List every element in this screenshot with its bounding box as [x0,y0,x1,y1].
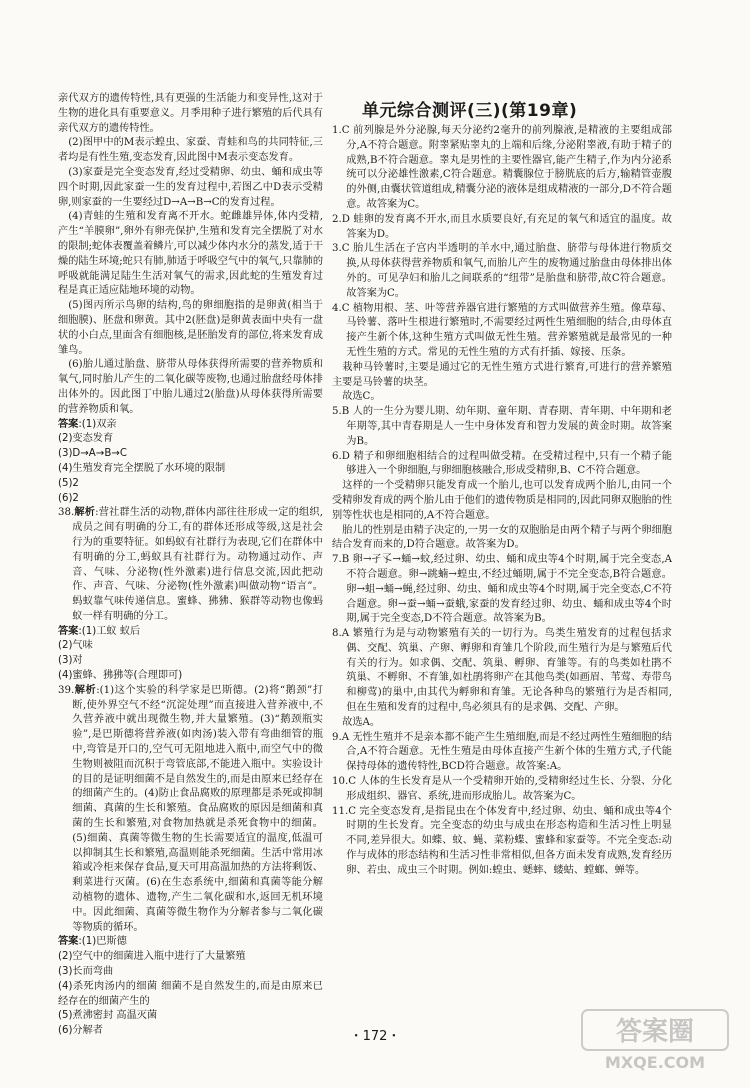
text-paragraph: 1.C 前列腺是外分泌腺,每天分泌约2毫升的前列腺液,是精液的主要组成部分,A不符合题意。附睾紧贴睾丸的上端和后缘,分泌附睾液,有助于精子的成熟,B不符合题意。睾丸是男性的主要性器官,能产生精子,作为内分泌系统可以分泌雄性激素,C符合题意。精囊腺位于膀胱底的后方,输精管壶腹的外侧,由囊状管道组成,精囊分泌的液体是组成精液的一部分,D不符合题意。故答案为C。 [332,125,672,210]
text-paragraph: 故选A。 [342,716,381,728]
section-title: 单元综合测评(三)(第19章) [362,101,578,121]
answer-line: (3)长而弯曲 [58,966,114,978]
text-paragraph: 10.C 人体的生长发育是从一个受精卵开始的,受精卵经过生长、分裂、分化形成组织、器官、系统,进而形成胎儿。故答案为C。 [332,776,672,802]
watermark-logo [580,1006,730,1074]
text-paragraph: (2)图甲中的M表示蝗虫、家蚕、青蛙和鸟的共同特征,三者均是有性生殖,变态发育,因此图中M表示变态发育。 [58,137,323,164]
text-paragraph: 8.A 繁殖行为是与动物繁殖有关的一切行为。鸟类生殖发育的过程包括求偶、交配、筑巢、产卵、孵卵和育雏几个阶段,而生殖行为是与繁殖后代有关的行为。如求偶、交配、筑巢、孵卵、育雏等。有的鸟类如杜鹃不筑巢、不孵卵、不育雏,如杜鹃将卵产在其他鸟类(如画眉、苇莺、寿带鸟和柳莺)的巢中,由其代为孵卵和育雏。无论各种鸟的繁殖行为是否相同,但在生殖和发育的过程中,鸟必须具有的是求偶、交配、产卵。 [332,628,672,714]
text-paragraph: 2.D 蛙卵的发育离不开水,而且水质要良好,有充足的氧气和适宜的温度。故答案为D。 [332,213,672,240]
answer-line: (6)分解者 [58,1025,103,1037]
answer-line: (4)杀死肉汤内的细菌 细菌不是自然发生的,而是由原来已经存在的细菌产生的 [58,980,323,1007]
answer-line: (2)变态发育 [58,433,114,445]
right-column [332,124,672,1026]
text-paragraph: 亲代双方的遗传特性,具有更强的生活能力和变异性,这对于生物的进化具有重要意义。月季用种子进行繁殖的后代具有亲代双方的遗传特性。 [58,93,323,134]
answer-line: (5)2 [58,477,79,489]
svg-text:答案圈: 答案圈 [615,1017,695,1047]
text-paragraph: (6)胎儿通过胎盘、脐带从母体获得所需要的营养物质和氧气,同时胎儿产生的二氧化碳等废物,也通过胎盘经母体排出体外的。因此图丁中胎儿通过2(胎盘)从母体获得所需要的营养物质和氧。 [58,359,323,415]
text-paragraph: 6.D 精子和卵细胞相结合的过程叫做受精。在受精过程中,只有一个精子能够进入一个卵细胞,与卵细胞核融合,形成受精卵,B、C不符合题意。 [332,450,672,477]
text-paragraph: (4)青蛙的生殖和发育离不开水。蛇雌雄异体,体内受精,产生“羊膜卵”,卵外有卵壳保护,生殖和发育完全摆脱了对水的限制;蛇体表覆盖着鳞片,可以减少体内水分的蒸发,适于干燥的陆生环境;蛇只有肺,肺适于呼吸空气中的氧气,只靠肺的呼吸就能满足陆生生活对氧气的需求,因此蛇的生殖发育过程是真正适应陆地环境的动物。 [58,211,323,297]
answer-line: (4)蜜蜂、狒狒等(合理即可) [58,670,183,682]
text-paragraph: 38.解析:营社群生活的动物,群体内部往往形成一定的组织,成员之间有明确的分工,有的群体还形成等级,这是社会行为的重要特征。如蚂蚁有社群行为表现,它们在群体中有明确的分工,蚂蚁具有社群行为。动物通过动作、声音、气味、分泌物(性外激素)进行信息交流,因此把动作、声音、气味、分泌物(性外激素)叫做动物“语言”。蚂蚁靠气味传递信息。蜜蜂、狒狒、猴群等动物也像蚂蚁一样有明确的分工。 [58,507,323,622]
text-paragraph: 栽种马铃薯时,主要是通过它的无性生殖方式进行繁育,可进行的营养繁殖主要是马铃薯的块茎。 [332,361,672,388]
answer-line: (2)气味 [58,640,93,652]
text-paragraph: 5.B 人的一生分为婴儿期、幼年期、童年期、青春期、青年期、中年期和老年期等,其中青春期是人一生中身体发育和智力发展的黄金时期。故答案为B。 [332,406,672,447]
answer-line: 答案:(1)巴斯德 [58,936,127,948]
answer-line: (6)2 [58,492,79,504]
text-paragraph: 9.A 无性生殖并不是亲本都不能产生生殖细胞,而是不经过两性生殖细胞的结合,A不符合题意。无性生殖是由母体直接产生新个体的生殖方式,子代能保持母体的遗传特性,BCD符合题意。故答案:A。 [332,731,672,773]
text-paragraph: 7.B 卵→孑孓→蛹→蚊,经过卵、幼虫、蛹和成虫等4个时期,属于完全变态,A不符合题意。卵→跳蝻→蝗虫,不经过蛹期,属于不完全变态,B符合题意。卵→蛆→蛹→蝇,经过卵、幼虫、蛹和成虫等4个时期,属于完全变态,C不符合题意。卵→蚕→蛹→蚕蛾,家蚕的发育经过卵、幼虫、蛹和成虫等4个时期,属于完全变态,D不符合题意。故答案为B。 [332,554,672,625]
answer-line: (3)对 [58,655,83,667]
text-paragraph: 胎儿的性别是由精子决定的,一男一女的双胞胎是由两个精子与两个卵细胞结合发育而来的,D符合题意。故答案为D。 [332,524,672,551]
text-paragraph: 39.解析:(1)这个实验的科学家是巴斯德。(2)将“鹅颈”打断,使外界空气不经“沉淀处理”而直接进入营养液中,不久营养液中就出现微生物,并大量繁殖。(3)“鹅颈瓶实验”,是巴斯德将营养液(如肉汤)装入带有弯曲细管的瓶中,弯管是开口的,空气可无阻地进入瓶中,而空气中的微生物则被阻而沉积于弯管底部,不能进入瓶中。实验设计的目的是证明细菌不是自然发生的,而是由原来已经存在的细菌产生的。(4)防止食品腐败的原理都是杀死或抑制细菌、真菌的生长和繁殖。食品腐败的原因是细菌和真菌的生长和繁殖,对食物加热就是杀死食物中的细菌。(5)细菌、真菌等微生物的生长需要适宜的温度,低温可以抑制其生长和繁殖,高温则能杀死细菌。生活中常用冰箱或冷柜来保存食品,夏天可用高温加热的方法将剩饭、剩菜进行灭菌。(6)在生态系统中,细菌和真菌等能分解动植物的遗体、遗物,产生二氧化碳和水,返回无机环境中。因此细菌、真菌等微生物作为分解者参与二氧化碳等物质的循环。 [58,684,323,933]
page-number: ・172・ [349,1029,401,1044]
answer-line: (2)空气中的细菌进入瓶中进行了大量繁殖 [58,951,246,963]
text-paragraph: (5)图丙所示鸟卵的结构,鸟的卵细胞指的是卵黄(相当于细胞膜)、胚盘和卵黄。其中2(胚盘)是卵黄表面中央有一盘状的小白点,里面含有细胞核,是胚胎发育的部位,将来发育成雏鸟。 [58,300,323,356]
text-paragraph: 11.C 完全变态发育,是指昆虫在个体发育中,经过卵、幼虫、蛹和成虫等4个时期的生长发育。完全变态的幼虫与成虫在形态构造和生活习性上明显不同,差异很大。如蝶、蚊、蝇、菜粉蝶、蜜蜂和家蚕等。不完全变态:动作与成体的形态结构和生活习性非常相似,但各方面未发育成熟,发育经历卵、若虫、成虫三个时期。例如:蝗虫、蟋蟀、蝼蛄、螳螂、蝉等。 [332,805,672,876]
answer-line: 答案:(1)双亲 [58,418,117,430]
answer-line: (5)煮沸密封 高温灭菌 [58,1010,158,1022]
left-column [58,92,323,1037]
text-paragraph: (3)家蚕是完全变态发育,经过受精卵、幼虫、蛹和成虫等四个时期,因此家蚕一生的发育过程中,若图乙中D表示受精卵,则家蚕的一生要经过D→A→B→C的发育过程。 [58,166,323,208]
text-paragraph: 4.C 植物用根、茎、叶等营养器官进行繁殖的方式叫做营养生殖。像草莓、马铃薯、落叶生根进行繁殖时,不需要经过两性生殖细胞的结合,由母体直接产生新个体,这种生殖方式叫做无性生殖。营养繁殖就是最常见的一种无性生殖的方式。常见的无性生殖的方式有扦插、嫁接、压条。 [332,302,672,358]
svg-text:MXQE.COM: MXQE.COM [604,1053,706,1072]
text-paragraph: 这样的一个受精卵只能发育成一个胎儿,也可以发育成两个胎儿,由同一个受精卵发育成的两个胎儿由于他们的遗传物质是相同的,因此同卵双胞胎的性别等性状也是相同的,A不符合题意。 [332,480,672,521]
answer-line: (4)生殖发育完全摆脱了水环境的限制 [58,462,226,474]
text-paragraph: 3.C 胎儿生活在子宫内半透明的羊水中,通过胎盘、脐带与母体进行物质交换,从母体获得营养物质和氧气,而胎儿产生的废物通过胎盘由母体排出体外的。可见孕妇和胎儿之间联系的“纽带”是胎盘和脐带,故C符合题意。故答案为C。 [332,243,672,299]
answer-line: (3)D→A→B→C [58,448,127,460]
text-paragraph: 故选C。 [342,391,381,403]
answer-line: 答案:(1)工蚁 蚁后 [58,625,141,637]
